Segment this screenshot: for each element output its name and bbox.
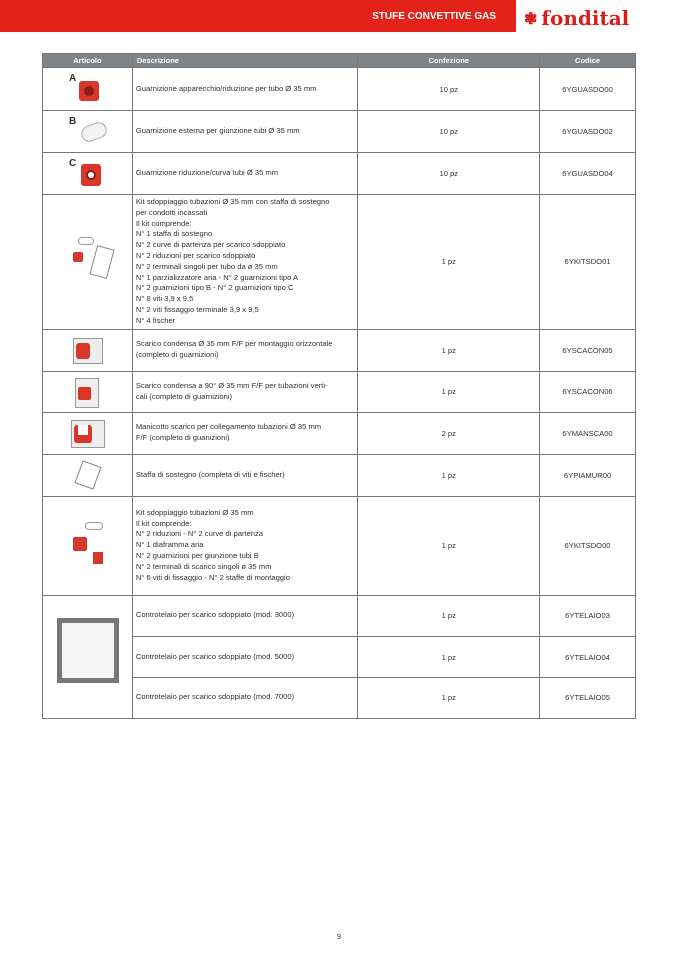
product-code: 6YTELAIO05: [540, 678, 636, 718]
table-row: [43, 153, 636, 195]
product-code: 6YSCACON05: [540, 329, 636, 371]
flower-icon: ❃: [524, 8, 538, 28]
table-row: [43, 111, 636, 153]
table-row: [43, 371, 636, 412]
table-row: [43, 195, 636, 330]
article-image-cell: [43, 371, 133, 412]
article-image-cell: [43, 595, 133, 718]
description-line: N° 1 diaframma aria: [135, 540, 204, 550]
product-code: 6YKITSDO00: [540, 496, 636, 595]
article-image-cell: [43, 153, 133, 195]
description-line: N° 2 riduzioni - N° 2 curve di partenza: [135, 529, 264, 539]
product-image: [43, 197, 132, 326]
article-image-cell: [43, 496, 133, 595]
description-line: Scarico condensa a 90° Ø 35 mm F/F per tubazioni verti-: [135, 380, 328, 390]
description-cell: [132, 329, 358, 371]
description-line: N° 2 guarnizioni tipo B - N° 2 guarnizioni tipo C: [135, 283, 294, 293]
description-cell: Guarnizione esterna per giunzione tubi Ø 35 mm: [132, 111, 358, 153]
article-letter: A: [69, 72, 77, 84]
package-qty: 10 pz: [358, 153, 540, 195]
package-qty: 1 pz: [358, 678, 540, 718]
article-letter: C: [69, 157, 77, 169]
package-qty: 1 pz: [358, 195, 540, 330]
description-cell: Guarnizione apparecchio/riduzione per tubo Ø 35 mm: [132, 68, 358, 111]
description-line: Il kit comprende:: [135, 218, 192, 228]
product-code: 6YTELAIO04: [540, 636, 636, 677]
description-line: Kit sdoppiaggio tubazioni Ø 35 mm con staffa di sostegno: [135, 197, 330, 206]
article-image-cell: [43, 195, 133, 330]
description-cell: Controtelaio per scarico sdoppiato (mod. 3000): [132, 595, 358, 636]
package-qty: 1 pz: [358, 496, 540, 595]
description-line: N° 2 viti fissaggio terminale 3,9 x 9,5: [135, 304, 259, 314]
description-line: N° 1 parzializzatore aria - N° 2 guarnizioni tipo A: [135, 272, 299, 282]
description-line: F/F (completo di guanizioni): [135, 433, 230, 443]
description-line: Manicotto scarico per collegamento tubazioni Ø 35 mm: [135, 422, 322, 432]
page-number: 9: [337, 934, 341, 941]
product-code: 6YGUASDO00: [540, 68, 636, 111]
package-qty: 10 pz: [358, 68, 540, 111]
article-image-cell: [43, 68, 133, 111]
table-row: [43, 496, 636, 595]
product-code: 6YKITSDO01: [540, 195, 636, 330]
table-row: [43, 412, 636, 454]
description-cell: [132, 412, 358, 454]
package-qty: 10 pz: [358, 111, 540, 153]
header-bar: [0, 0, 516, 32]
product-code: 6YPIAMUR00: [540, 454, 636, 496]
product-code: 6YTELAIO03: [540, 595, 636, 636]
package-qty: 2 pz: [358, 412, 540, 454]
description-line: N° 4 fischer: [135, 315, 176, 325]
article-letter: B: [69, 115, 77, 127]
table-row: [43, 68, 636, 111]
description-line: N° 2 riduzioni per scarico sdoppiato: [135, 250, 256, 260]
description-cell: Staffa di sostegno (completa di viti e fischer): [132, 454, 358, 496]
description-cell: [132, 195, 358, 330]
col-articolo: Articolo: [43, 54, 133, 68]
product-code: 6YGUASDO02: [540, 111, 636, 153]
product-image: [43, 330, 132, 370]
product-image: [43, 413, 132, 453]
description-cell: Controtelaio per scarico sdoppiato (mod. 5000): [132, 636, 358, 677]
product-image: [43, 372, 132, 411]
col-confezione: Confezione: [358, 54, 540, 68]
description-line: Scarico condensa Ø 35 mm F/F per montaggio orizzontale: [135, 339, 333, 349]
description-cell: [132, 371, 358, 412]
logo-text: fondital: [541, 6, 630, 30]
product-code: 6YMANSCA00: [540, 412, 636, 454]
article-image-cell: [43, 454, 133, 496]
description-line: N° 2 curve di partenza per scarico sdoppiato: [135, 240, 286, 250]
product-code: 6YSCACON06: [540, 371, 636, 412]
package-qty: 1 pz: [358, 595, 540, 636]
col-descrizione: Descrizione: [132, 54, 358, 68]
description-line: (completo di guarnizioni): [135, 350, 219, 360]
description-cell: Guarnizione riduzione/curva tubi Ø 35 mm: [132, 153, 358, 195]
article-image-cell: [43, 329, 133, 371]
description-line: N° 2 terminali singoli per tubo da ø 35 mm: [135, 261, 278, 271]
package-qty: 1 pz: [358, 371, 540, 412]
product-image: [43, 497, 132, 594]
col-codice: Codice: [540, 54, 636, 68]
section-title: STUFE CONVETTIVE GAS: [372, 11, 496, 22]
product-image: [43, 596, 132, 718]
description-line: N° 6 viti di fissaggio - N° 2 staffe di montaggio: [135, 572, 290, 582]
description-line: Kit sdoppiaggio tubazioni Ø 35 mm: [135, 507, 254, 517]
article-image-cell: [43, 412, 133, 454]
description-line: N° 2 guarnizioni per giunzione tubi B: [135, 550, 259, 560]
description-line: N° 8 viti 3,9 x 9,5: [135, 294, 194, 304]
article-image-cell: [43, 111, 133, 153]
description-line: N° 1 staffa di sostegno: [135, 229, 213, 239]
description-cell: Controtelaio per scarico sdoppiato (mod. 7000): [132, 678, 358, 718]
product-image: [43, 455, 132, 495]
product-image: [43, 69, 132, 110]
table-row: [43, 595, 636, 636]
product-code: 6YGUASDO04: [540, 153, 636, 195]
table-row: [43, 329, 636, 371]
description-line: cali (completo di guarnizioni): [135, 391, 233, 401]
table-row: [43, 454, 636, 496]
description-line: Il kit comprende:: [135, 518, 192, 528]
product-image: [43, 154, 132, 194]
fondital-logo: [524, 6, 629, 30]
package-qty: 1 pz: [358, 636, 540, 677]
product-image: [43, 112, 132, 152]
description-line: N° 2 terminali di scarico singoli ø 35 mm: [135, 561, 272, 571]
package-qty: 1 pz: [358, 454, 540, 496]
accessories-table: [42, 53, 636, 719]
description-line: per condotti incassati: [135, 207, 208, 217]
description-cell: [132, 496, 358, 595]
package-qty: 1 pz: [358, 329, 540, 371]
